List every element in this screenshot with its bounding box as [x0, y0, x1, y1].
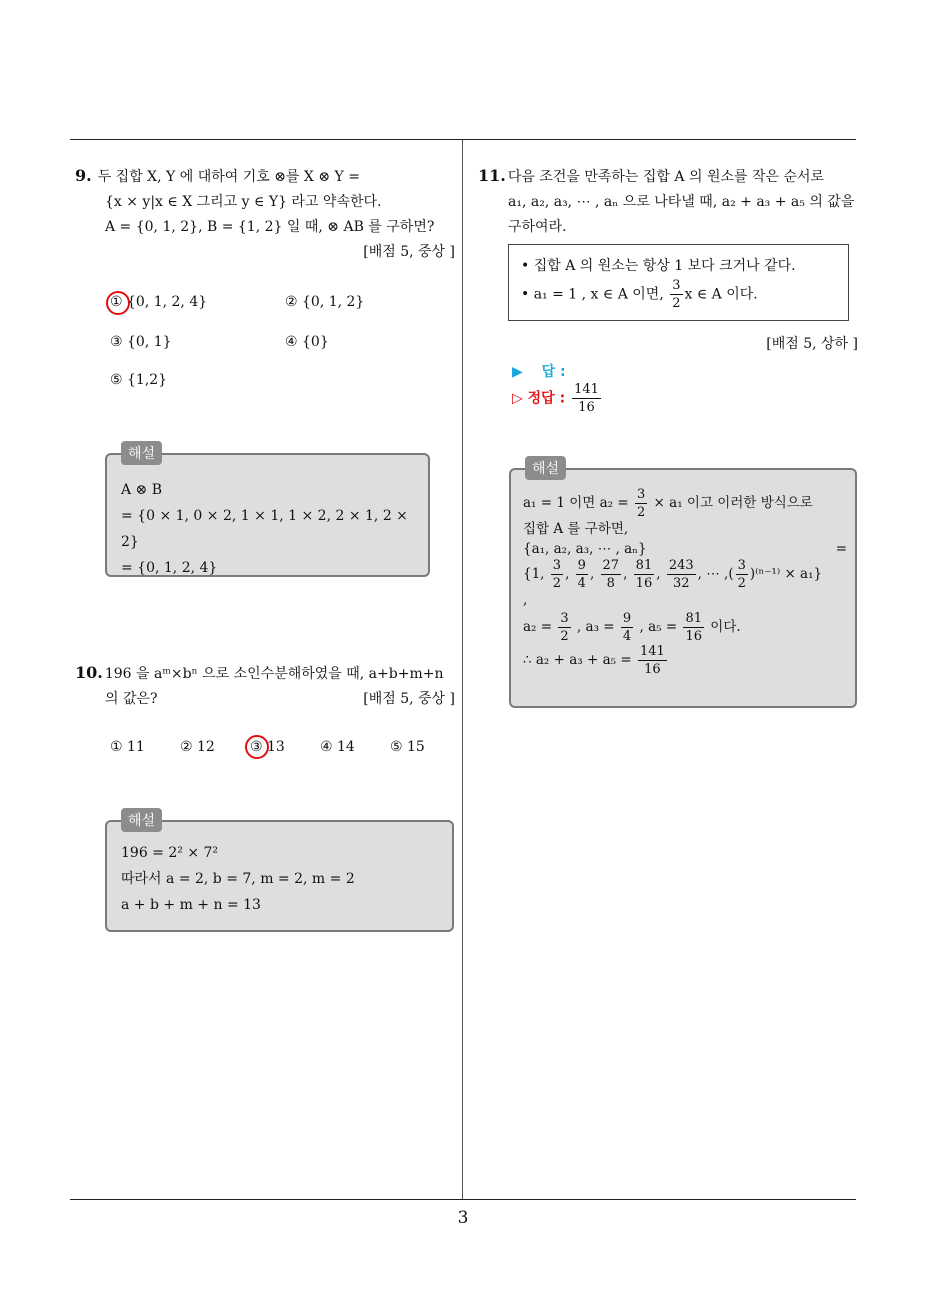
q11-solution-label: 해설	[525, 456, 566, 480]
q11-line3: 구하여라.	[508, 219, 567, 235]
q11-correct-row	[512, 383, 603, 414]
q9-solution-label: 해설	[121, 441, 162, 465]
outline-arrow-icon: ▷	[512, 390, 523, 407]
q11-number: 11.	[478, 166, 506, 185]
q10-score: [배점 5, 중상 ]	[363, 691, 455, 707]
q11-score: [배점 5, 상하 ]	[766, 336, 858, 352]
frac-3-2: $\frac{3}{2}$	[636, 487, 646, 520]
q10-solution-box	[105, 813, 454, 932]
q10-solution-body	[121, 840, 355, 918]
q10-line2: 의 값은? [배점 5, 중상 ]	[75, 687, 455, 712]
q11-correct-label: 정답 :	[527, 390, 566, 407]
question-10	[75, 660, 455, 712]
q9-choice-1[interactable]: ① {0, 1, 2, 4}	[110, 294, 208, 310]
q10-choice-1[interactable]: ① 11	[110, 739, 145, 755]
q9-sol-line2: = {0 × 1, 0 × 2, 1 × 1, 1 × 2, 2 × 1, 2 × 2}	[121, 508, 408, 550]
q11-solution-body	[523, 488, 847, 676]
q11-solution-box	[509, 461, 857, 708]
q10-sol-line1: 196 = 2² × 7²	[121, 845, 219, 861]
question-11	[478, 163, 858, 240]
q10-number: 10.	[75, 663, 103, 682]
q9-line1: 9. 두 집합 X, Y 에 대하여 기호 ⊗를 X ⊗ Y =	[75, 166, 360, 185]
q9-solution-body	[121, 477, 428, 581]
q9-score: [배점 5, 중상 ]	[363, 244, 455, 260]
q9-choice-3[interactable]: ③ {0, 1}	[110, 334, 172, 350]
top-rule	[70, 139, 856, 140]
q11-sol-line2: 집합 A 를 구하면,	[523, 521, 629, 537]
play-arrow-icon: ▶	[512, 364, 523, 380]
page-number: 3	[457, 1208, 469, 1228]
q11-cond1: • 집합 A 의 원소는 항상 1 보다 크거나 같다.	[521, 258, 796, 274]
question-9	[75, 163, 455, 265]
q11-line2: a₁, a₂, a₃, ⋯ , aₙ 으로 나타낼 때, a₂ + a₃ + a₅ 의 값을	[508, 194, 855, 210]
q11-line1: 11. 다음 조건을 만족하는 집합 A 의 원소를 작은 순서로	[478, 166, 825, 185]
q11-sol-line3: {a₁, a₂, a₃, ⋯ , aₙ} =	[523, 541, 847, 557]
q11-condition-box	[508, 244, 849, 321]
q11-answer-row	[512, 361, 566, 381]
q9-choice-4[interactable]: ④ {0}	[285, 334, 329, 350]
q9-line3: A = {0, 1, 2}, B = {1, 2} 일 때, ⊗ AB 를 구하면?	[105, 219, 435, 235]
q10-solution-label: 해설	[121, 808, 162, 832]
q11-sol-line5: ,	[523, 592, 528, 608]
q9-solution-box	[105, 446, 430, 577]
q10-choice-5[interactable]: ⑤ 15	[390, 739, 425, 755]
q10-choice-4[interactable]: ④ 14	[320, 739, 355, 755]
q10-choice-2[interactable]: ② 12	[180, 739, 215, 755]
q11-cond2: • a₁ = 1 , x ∈ A 이면, $\frac{3}{2}$ x ∈ A 이다.	[521, 278, 758, 311]
q9-sol-line1: A ⊗ B	[121, 482, 163, 498]
q11-sol-line1: a₁ = 1 이면 a₂ = $\frac{3}{2}$ × a₁ 이고 이러한 방식으로	[523, 487, 813, 520]
q11-sol-line7: ∴ a₂ + a₃ + a₅ = $\frac{141}{16}$	[523, 644, 665, 677]
q11-answer-label: 답 :	[541, 364, 566, 380]
q9-choice-2[interactable]: ② {0, 1, 2}	[285, 294, 365, 310]
q11-sol-line4: {1, $\frac{3}{2}$ , $\frac{9}{4}$ , $\frac{27}{8}$ , $\frac{81}{16}$ , $\frac{243}{32}$ , ⋯ ,( $\frac{3}{2}$ )⁽ⁿ⁻¹⁾ × a₁}	[523, 558, 823, 591]
column-divider	[462, 140, 463, 1200]
q10-sol-line2: 따라서 a = 2, b = 7, m = 2, m = 2	[121, 871, 355, 887]
q9-choice-5[interactable]: ⑤ {1,2}	[110, 372, 168, 388]
q10-sol-line3: a + b + m + n = 13	[121, 897, 261, 913]
bottom-rule	[70, 1199, 856, 1200]
q9-sol-line3: = {0, 1, 2, 4}	[121, 560, 218, 576]
q10-line1: 10. 196 을 aᵐ×bⁿ 으로 소인수분해하였을 때, a+b+m+n	[75, 663, 444, 682]
frac-141-16: $\frac{141}{16}$	[574, 382, 599, 415]
q9-line2: {x × y|x ∈ X 그리고 y ∈ Y} 라고 약속한다.	[105, 194, 382, 210]
q10-choice-3[interactable]: ③ 13	[250, 739, 285, 755]
frac-3-2: $\frac{3}{2}$	[672, 278, 681, 311]
q11-sol-line6: a₂ = $\frac{3}{2}$ , a₃ = $\frac{9}{4}$ , a₅ = $\frac{81}{16}$ 이다.	[523, 611, 741, 644]
q9-number: 9.	[75, 166, 92, 185]
